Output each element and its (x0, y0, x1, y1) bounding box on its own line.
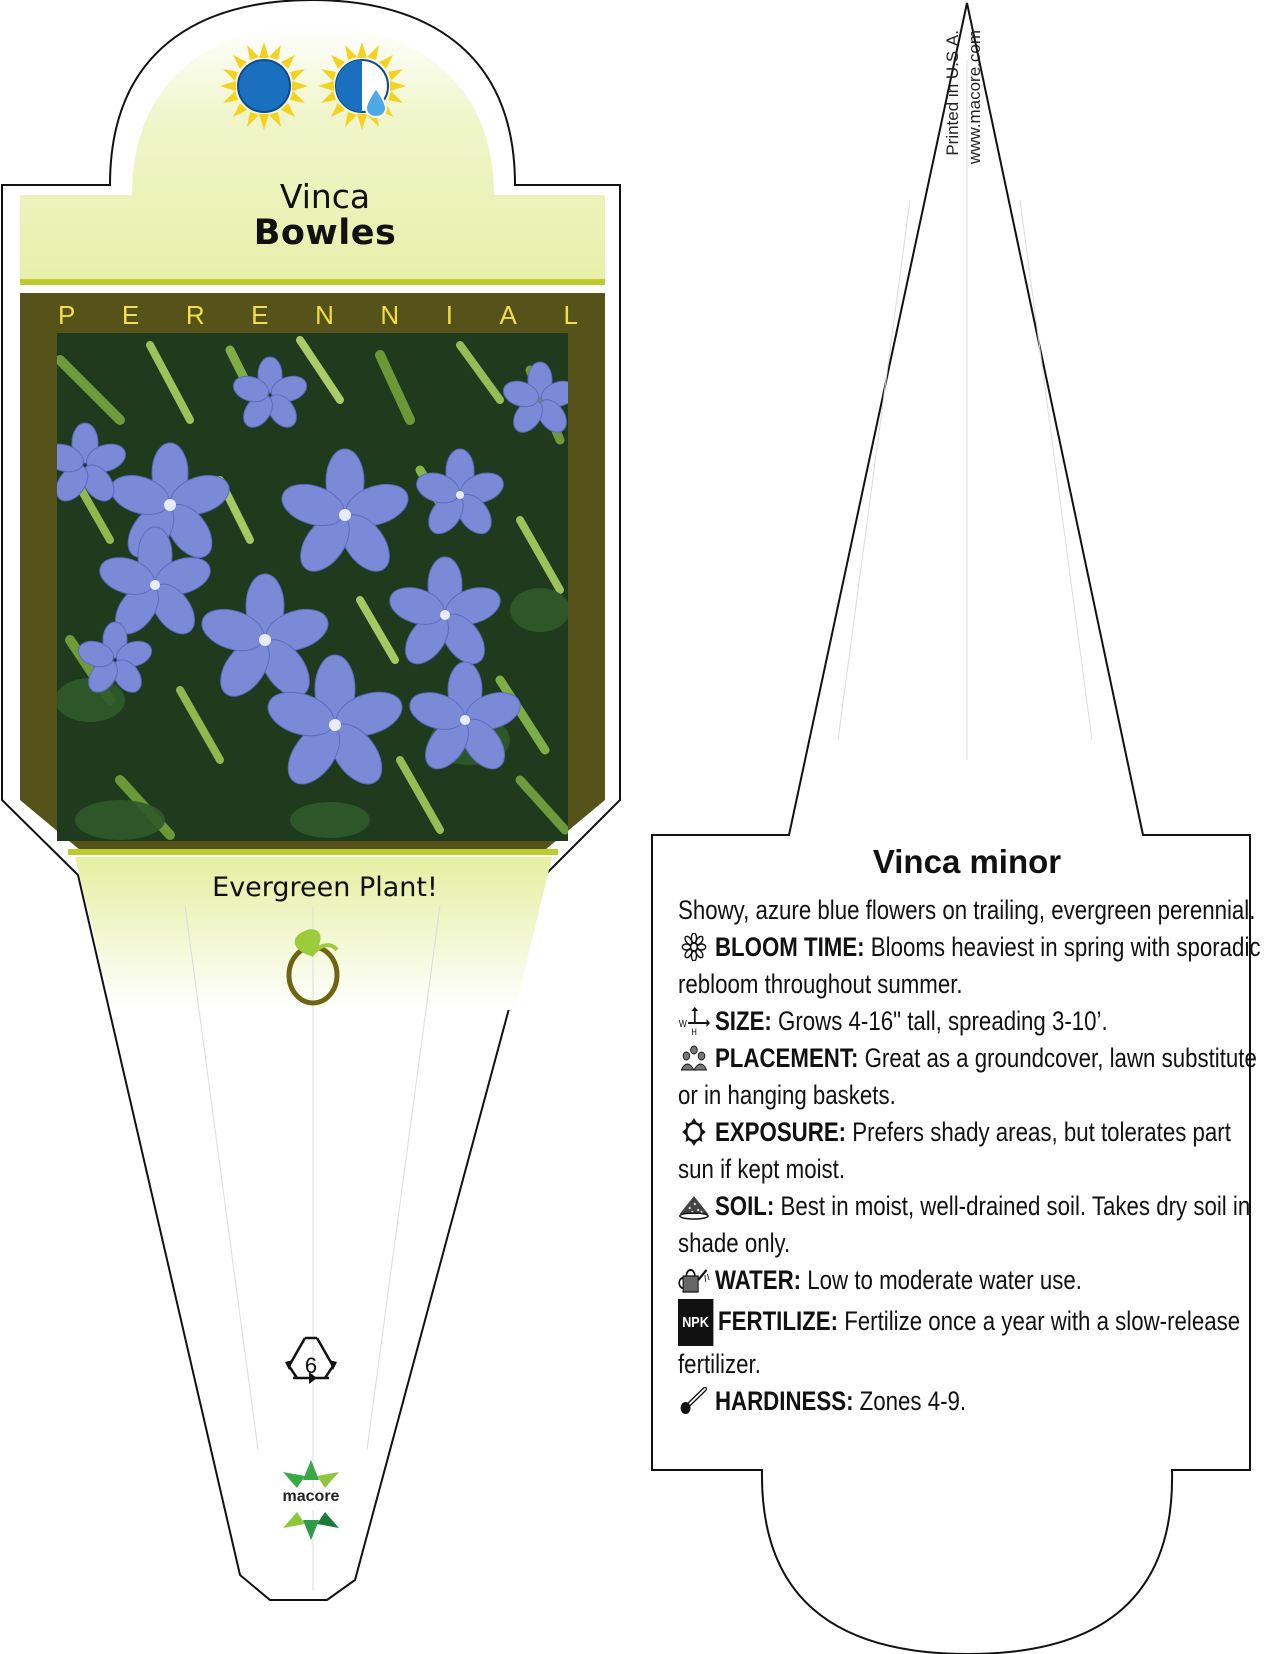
category-letter: E (121, 299, 140, 330)
detail-label: SIZE: (714, 1006, 772, 1036)
recycle-code: 6 (304, 1353, 318, 1378)
detail-exposure (678, 1114, 1266, 1188)
category-letter: P (58, 299, 76, 330)
category-letter: E (251, 299, 269, 330)
website-text: www.macore.com (965, 30, 984, 165)
full-sun-icon (220, 42, 308, 130)
description: Showy, azure blue flowers on trailing, evergreen perennial. (678, 895, 1256, 925)
watering-can-icon (678, 1266, 710, 1294)
category-label (58, 300, 578, 330)
cultivar-name: Bowles (253, 213, 397, 253)
npk-icon: NPK (678, 1299, 713, 1346)
category-letter: N (380, 299, 400, 330)
detail-text: Blooms heaviest in spring with sporadic rebloom throughout summer. (678, 932, 1261, 999)
common-name: Vinca (279, 177, 371, 216)
printed-in-text: Printed in U.S.A. (943, 30, 962, 156)
detail-soil (678, 1188, 1266, 1262)
detail-bloom-time (678, 929, 1266, 1003)
detail-fertilize (678, 1299, 1266, 1383)
category-letter: R (185, 299, 205, 330)
placement-icon (678, 1044, 710, 1072)
detail-hardiness (678, 1383, 1266, 1420)
thermometer-icon (678, 1387, 710, 1415)
size-icon-w: W (678, 1018, 687, 1030)
flower-icon (678, 933, 710, 961)
detail-text: Zones 4-9. (859, 1386, 967, 1416)
printed-info (915, 30, 985, 250)
sun-icon (678, 1118, 710, 1146)
detail-label: EXPOSURE: (714, 1117, 847, 1147)
detail-label: WATER: (714, 1265, 802, 1295)
category-letter: I (445, 299, 453, 330)
detail-label: HARDINESS: (714, 1386, 854, 1416)
botanical-name: Vinca minor (872, 843, 1062, 880)
size-icon-h: H (691, 1026, 697, 1035)
detail-size (678, 1003, 1266, 1040)
detail-text: Best in moist, well-drained soil. Takes dry soil in shade only. (678, 1191, 1251, 1258)
detail-placement (678, 1040, 1266, 1114)
size-icon (678, 1007, 710, 1035)
detail-text: Low to moderate water use. (807, 1265, 1082, 1295)
care-info (678, 892, 1266, 1420)
category-letter: A (499, 299, 517, 330)
detail-label: FERTILIZE: (718, 1306, 838, 1336)
detail-text: Fertilize once a year with a slow-release fertilizer. (678, 1306, 1241, 1379)
part-sun-icon (318, 42, 406, 130)
detail-water (678, 1262, 1266, 1299)
feature-text: Evergreen Plant! (212, 872, 438, 903)
detail-label: BLOOM TIME: (714, 932, 865, 962)
plant-photo (41, 333, 580, 841)
detail-label: PLACEMENT: (714, 1043, 859, 1073)
detail-text: Great as a groundcover, lawn substitute or in hanging baskets. (678, 1043, 1257, 1110)
detail-label: SOIL: (714, 1191, 775, 1221)
brand-logo-text: macore (282, 1488, 340, 1505)
detail-text: Grows 4-16" tall, spreading 3-10’. (778, 1006, 1108, 1036)
soil-icon (678, 1192, 710, 1220)
category-letter: L (563, 299, 578, 330)
category-letter: N (315, 299, 334, 330)
detail-text: Prefers shady areas, but tolerates part sun if kept moist. (678, 1117, 1231, 1184)
